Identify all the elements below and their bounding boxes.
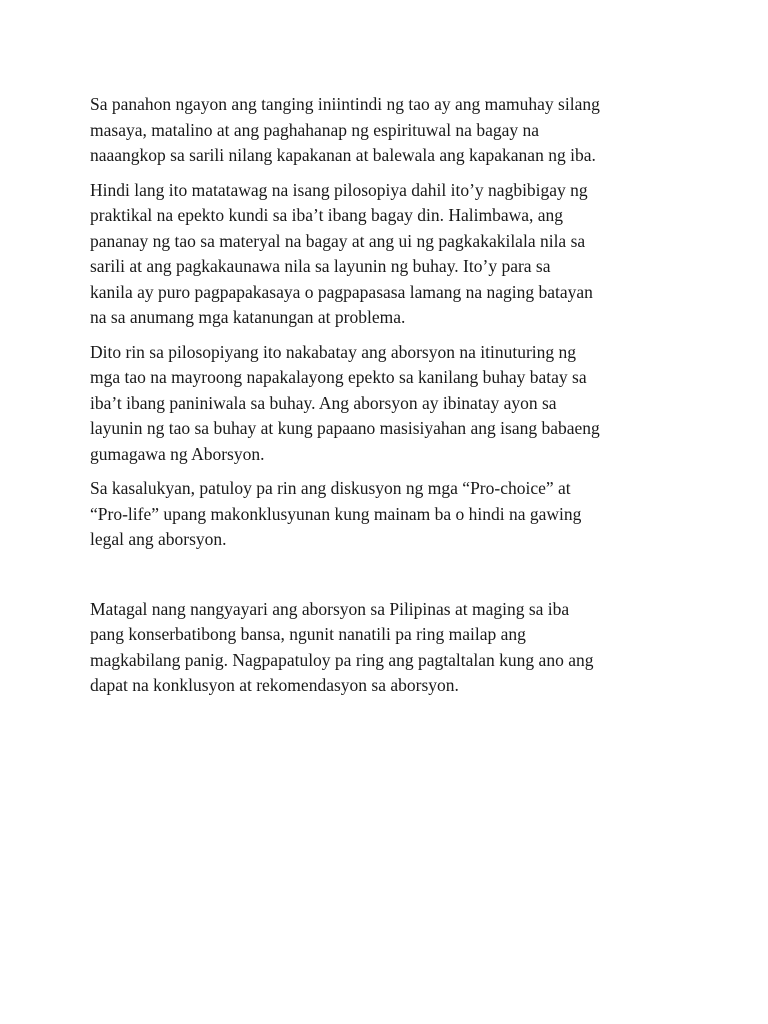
- text-line: “Pro-life” upang makonklusyunan kung mainam ba o hindi na gawing: [90, 503, 582, 524]
- text-line: praktikal na epekto kundi sa iba’t ibang bagay din. Halimbawa, ang: [90, 205, 564, 225]
- paragraph-5: [90, 597, 690, 699]
- paragraph-3: [90, 340, 690, 468]
- text-line: kanila ay puro pagpapakasaya o pagpapasasa lamang na naging batayan: [90, 281, 593, 302]
- text-line: na sa anumang mga katanungan at problema.: [90, 307, 406, 327]
- text-line: magkabilang panig. Nagpapatuloy pa ring ang pagtaltalan kung ano ang: [90, 649, 594, 670]
- text-line: pang konserbatibong bansa, ngunit nanatili pa ring mailap ang: [90, 624, 526, 644]
- text-line: sarili at ang pagkakaunawa nila sa layunin ng buhay. Ito’y para sa: [90, 256, 551, 276]
- text-line: naaangkop sa sarili nilang kapakanan at balewala ang kapakanan ng iba.: [90, 145, 596, 165]
- text-line: layunin ng tao sa buhay at kung papaano masisiyahan ang isang babaeng: [90, 418, 600, 438]
- text-line: gumagawa ng Aborsyon.: [90, 443, 265, 464]
- paragraph-1: [90, 92, 690, 169]
- text-line: iba’t ibang paniniwala sa buhay. Ang aborsyon ay ibinatay ayon sa: [90, 392, 557, 413]
- text-line: Sa panahon ngayon ang tanging iniintindi ng tao ay ang mamuhay silang: [90, 94, 600, 114]
- text-line: Sa kasalukyan, patuloy pa rin ang diskusyon ng mga “Pro-choice” at: [90, 478, 571, 498]
- text-line: dapat na konklusyon at rekomendasyon sa aborsyon.: [90, 675, 459, 695]
- text-line: legal ang aborsyon.: [90, 529, 227, 549]
- paragraph-2: [90, 178, 690, 331]
- text-line: Hindi lang ito matatawag na isang pilosopiya dahil ito’y nagbibigay ng: [90, 179, 588, 200]
- paragraph-4: [90, 476, 690, 553]
- text-line: pananay ng tao sa materyal na bagay at ang ui ng pagkakakilala nila sa: [90, 230, 586, 251]
- text-line: Dito rin sa pilosopiyang ito nakabatay ang aborsyon na itinuturing ng: [90, 341, 577, 362]
- text-line: mga tao na mayroong napakalayong epekto sa kanilang buhay batay sa: [90, 367, 587, 387]
- text-line: Matagal nang nangyayari ang aborsyon sa Pilipinas at maging sa iba: [90, 598, 570, 619]
- document-body: [90, 92, 690, 708]
- text-line: masaya, matalino at ang paghahanap ng espirituwal na bagay na: [90, 119, 540, 140]
